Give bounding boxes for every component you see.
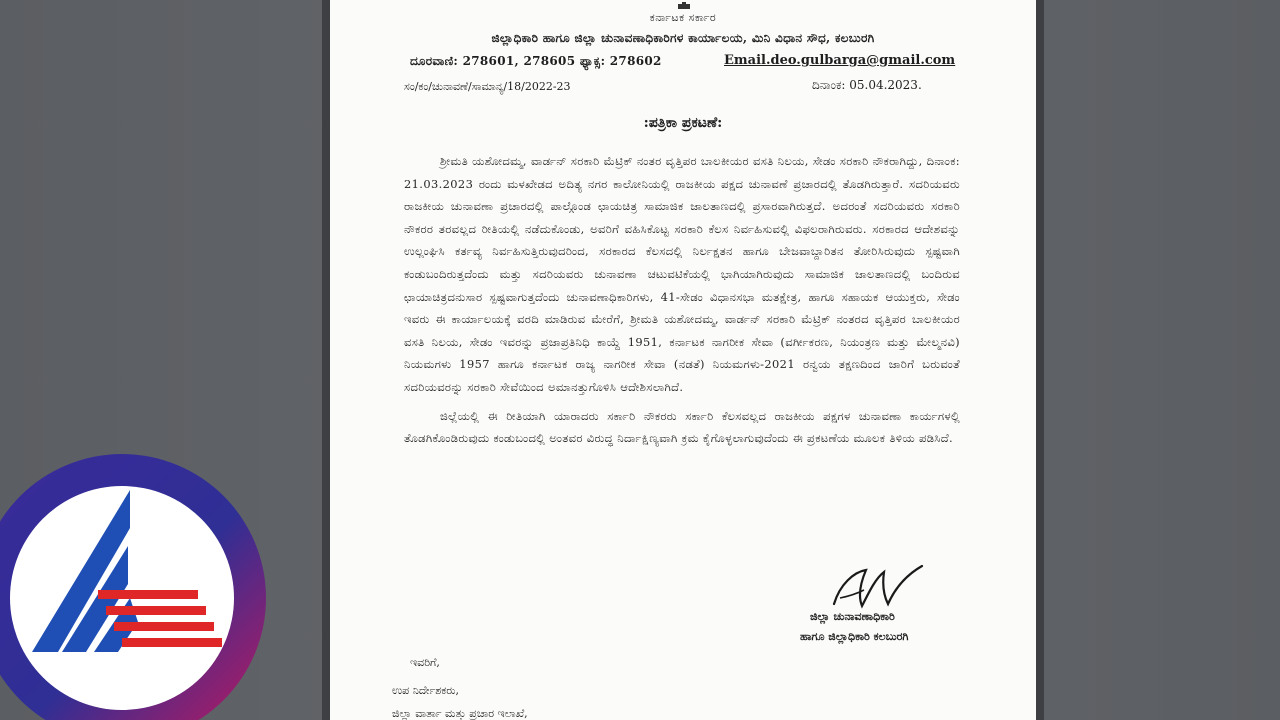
- signatory-title: ಜಿಲ್ಲಾ ಚುನಾವಣಾಧಿಕಾರಿ: [810, 610, 895, 623]
- government-emblem-icon: [677, 2, 691, 10]
- page-shadow-right: [1036, 0, 1044, 720]
- signatory-subtitle: ಹಾಗೂ ಜಿಲ್ಲಾಧಿಕಾರಿ ಕಲಬುರಗಿ: [800, 630, 909, 643]
- addressee-label: ಇವರಿಗೆ,: [410, 656, 440, 669]
- addressee-line: ಜಿಲ್ಲಾ ವಾರ್ತಾ ಮತ್ತು ಪ್ರಚಾರ ಇಲಾಖೆ,: [392, 707, 528, 720]
- body-paragraph: ಶ್ರೀಮತಿ ಯಶೋದಮ್ಮ, ವಾರ್ಡನ್ ಸರಕಾರಿ ಮೆಟ್ರಿಕ್ ನಂತರ ವೃತ್ತಿಪರ ಬಾಲಕೀಯರ ವಸತಿ ನಿಲಯ, ಸೇಡಂ ಸರಕಾರಿ ನೌಕರಾಗಿದ್ದು, ದಿನಾಂಕ: 21.03.2023 ರಂದು ಮಳಖೇಡದ ಅದಿತ್ಯ ನಗರ ಕಾಲೋನಿಯಲ್ಲಿ ರಾಜಕೀಯ ಪಕ್ಷದ ಚುನಾವಣೆ ಪ್ರಚಾರದಲ್ಲಿ ತೊಡಗಿರುತ್ತಾರೆ. ಸದರಿಯವರು ರಾಜಕೀಯ ಚುನಾವಣಾ ಪ್ರಚಾರದಲ್ಲಿ ಪಾಲ್ಗೊಂಡ ಛಾಯಚಿತ್ರ ಸಾಮಾಜಿಕ ಜಾಲತಾಣದಲ್ಲಿ ಪ್ರಸಾರವಾಗಿರುತ್ತದೆ. ಅದರಂತೆ ಸದರಿಯವರು ಸರಕಾರಿ ನೌಕರರ ತರವಲ್ಲದ ರೀತಿಯಲ್ಲಿ ನಡೆದುಕೊಂಡು, ಅವರಿಗೆ ವಹಿಸಿಕೊಟ್ಟ ಸರಕಾರಿ ಕೆಲಸ ನಿರ್ವಹಿಸುವಲ್ಲಿ ವಿಫಲರಾಗಿರುವರು. ಸರಕಾರದ ಆದೇಶವನ್ನು ಉಲ್ಲಂಘಿಸಿ ಕರ್ತವ್ಯ ನಿರ್ವಹಿಸುತ್ತಿರುವುದರಿಂದ, ಸರಕಾರದ ಕೆಲಸದಲ್ಲಿ ನಿರ್ಲಕ್ಷತನ ಹಾಗೂ ಬೇಜವಾಬ್ದಾರಿತನ ತೋರಿಸಿರುವುದು ಸ್ಪಷ್ಟವಾಗಿ ಕಂಡುಬಂದಿರುತ್ತದೆಂದು ಮತ್ತು ಸದರಿಯವರು ಚುನಾವಣಾ ಚಟುವಟಿಕೆಯಲ್ಲಿ ಭಾಗಿಯಾಗಿರುವುದು ಸಾಮಾಜಿಕ ಜಾಲತಾಣದಲ್ಲಿ ಬಂದಿರುವ ಛಾಯಾಚಿತ್ರದನುಸಾರ ಸ್ಪಷ್ಟವಾಗುತ್ತದೆಂದು ಚುನಾವಣಾಧಿಕಾರಿಗಳು, 41-ಸೇಡಂ ವಿಧಾನಸಭಾ ಮತಕ್ಷೇತ್ರ, ಹಾಗೂ ಸಹಾಯಕ ಆಯುಕ್ತರು, ಸೇಡಂ ಇವರು ಈ ಕಾರ್ಯಾಲಯಕ್ಕೆ ವರದಿ ಮಾಡಿರುವ ಮೇರೆಗೆ, ಶ್ರೀಮತಿ ಯಶೋದಮ್ಮ, ವಾರ್ಡನ್ ಸರಕಾರಿ ಮೆಟ್ರಿಕ್ ನಂತರದ ವೃತ್ತಿಪರ ಬಾಲಕೀಯರ ವಸತಿ ನಿಲಯ, ಸೇಡಂ ಇವರನ್ನು ಪ್ರಜಾಪ್ರತಿನಿಧಿ ಕಾಯ್ದೆ 1951, ಕರ್ನಾಟಕ ನಾಗರೀಕ ಸೇವಾ (ವರ್ಗೀಕರಣ, ನಿಯಂತ್ರಣ ಮತ್ತು ಮೇಲ್ಮನವಿ) ನಿಯಮಗಳು 1957 ಹಾಗೂ ಕರ್ನಾಟಕ ರಾಜ್ಯ ನಾಗರೀಕ ಸೇವಾ (ನಡತೆ) ನಿಯಮಗಳು-2021 ರನ್ವಯ ತಕ್ಷಣದಿಂದ ಜಾರಿಗೆ ಬರುವಂತೆ ಸದರಿಯವರನ್ನು ಸರಕಾರಿ ಸೇವೆಯಿಂದ ಅಮಾನತ್ತುಗೊಳಿಸಿ ಆದೇಶಿಸಲಾಗಿದೆ.: [404, 154, 960, 394]
- page-shadow-left: [322, 0, 330, 720]
- email-address: Email.deo.gulbarga@gmail.com: [724, 53, 956, 68]
- body-paragraph: ಜಿಲ್ಲೆಯಲ್ಲಿ ಈ ರೀತಿಯಾಗಿ ಯಾರಾದರು ಸರ್ಕಾರಿ ನೌಕರರು ಸರ್ಕಾರಿ ಕೆಲಸವಲ್ಲದ ರಾಜಕೀಯ ಪಕ್ಷಗಳ ಚುನಾವಣಾ ಕಾರ್ಯಗಳಲ್ಲಿ ತೊಡಗಿಕೊಂಡಿರುವುದು ಕಂಡುಬಂದಲ್ಲಿ ಅಂತವರ ವಿರುದ್ಧ ನಿರ್ದಾಕ್ಷಿಣ್ಯವಾಗಿ ಕ್ರಮ ಕೈಗೊಳ್ಳಲಾಗುವುದೆಂದು ಈ ಪ್ರಕಟಣೆಯ ಮೂಲಕ ತಿಳಿಯ ಪಡಿಸಿದೆ.: [404, 408, 960, 446]
- addressee-line: ಉಪ ನಿರ್ದೇಶಕರು,: [392, 684, 460, 697]
- reference-number: ಸಂ/ಕಂ/ಚುನಾವಣೆ/ಸಾಮಾನ್ಯ/18/2022-23: [404, 80, 571, 93]
- channel-logo-icon: [0, 446, 284, 720]
- phone-fax: ದೂರವಾಣಿ: 278601, 278605 ಫ್ಯಾಕ್ಸ: 278602: [410, 54, 662, 68]
- signature-mark: [826, 560, 930, 614]
- letter-date: ದಿನಾಂಕ: 05.04.2023.: [812, 78, 922, 92]
- press-release-document: [330, 0, 1036, 720]
- office-address: ಜಿಲ್ಲಾಧಿಕಾರಿ ಹಾಗೂ ಜಿಲ್ಲಾ ಚುನಾವಣಾಧಿಕಾರಿಗಳ ಕಾರ್ಯಾಲಯ, ಮಿನಿ ವಿಧಾನ ಸೌಧ, ಕಲಬುರಗಿ: [491, 31, 875, 45]
- page-title: :ಪತ್ರಿಕಾ ಪ್ರಕಟಣೆ:: [643, 115, 723, 131]
- letter-body: [404, 150, 960, 450]
- government-line: ಕರ್ನಾಟಕ ಸರ್ಕಾರ: [649, 11, 717, 24]
